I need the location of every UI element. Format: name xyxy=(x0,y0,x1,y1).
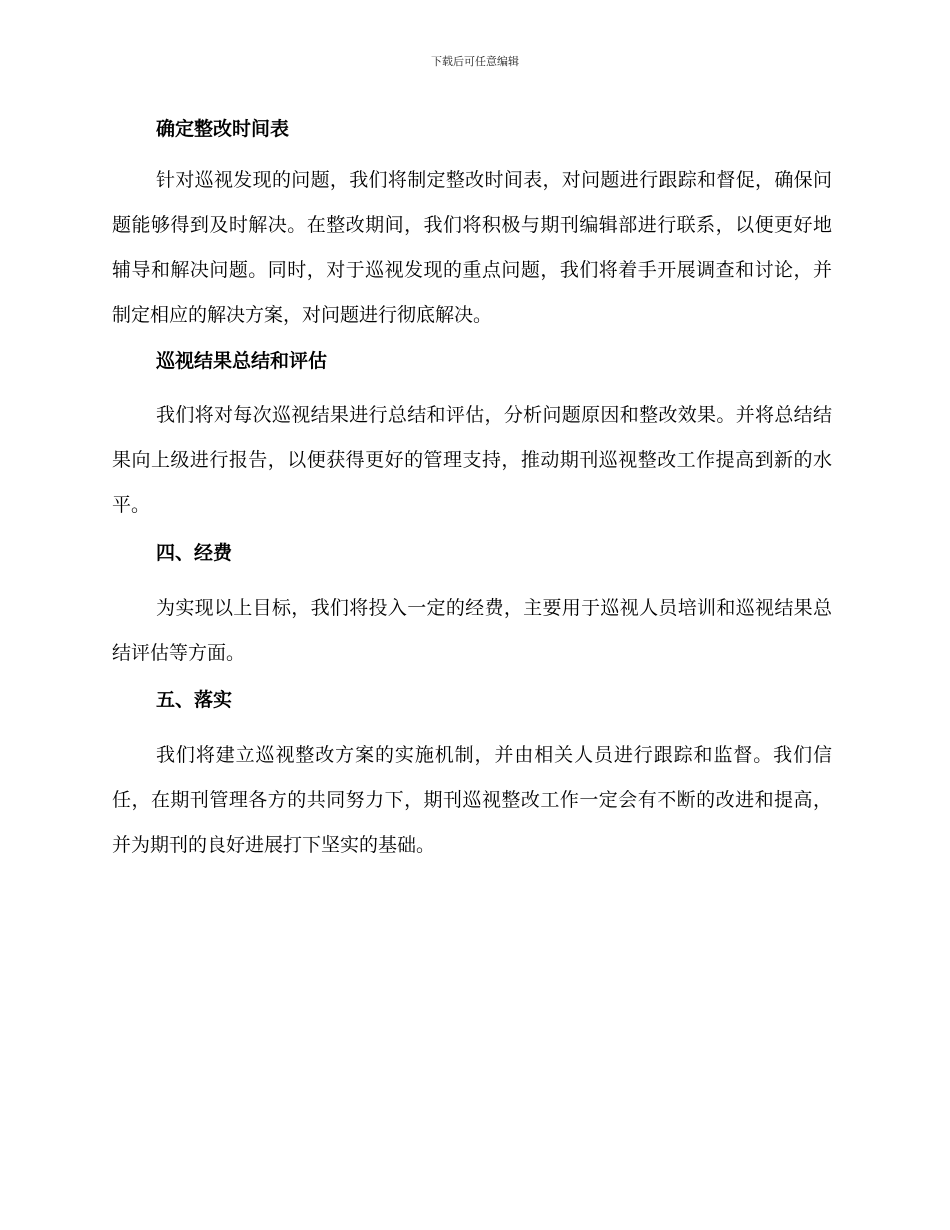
section-paragraph-schedule: 针对巡视发现的问题，我们将制定整改时间表，对问题进行跟踪和督促，确保问题能够得到及时解决。在整改期间，我们将积极与期刊编辑部进行联系，以便更好地辅导和解决问题。同时，对于巡视发现的重点问题，我们将着手开展调查和讨论，并制定相应的解决方案，对问题进行彻底解决。 xyxy=(112,169,832,326)
section-heading-schedule: 确定整改时间表 xyxy=(156,118,290,140)
section-paragraph-implementation: 我们将建立巡视整改方案的实施机制，并由相关人员进行跟踪和监督。我们信任，在期刊管理各方的共同努力下，期刊巡视整改工作一定会有不断的改进和提高，并为期刊的良好进展打下坚实的基础。 xyxy=(112,744,832,856)
page-header: 下载后可任意编辑 xyxy=(431,55,519,68)
section-heading-funding: 四、经费 xyxy=(156,542,233,564)
section-heading-implementation: 五、落实 xyxy=(156,689,233,711)
section-paragraph-summary: 我们将对每次巡视结果进行总结和评估，分析问题原因和整改效果。并将总结结果向上级进行报告，以便获得更好的管理支持，推动期刊巡视整改工作提高到新的水平。 xyxy=(112,404,832,516)
document-body xyxy=(112,111,832,868)
section-heading-summary: 巡视结果总结和评估 xyxy=(156,350,328,372)
section-paragraph-funding: 为实现以上目标，我们将投入一定的经费，主要用于巡视人员培训和巡视结果总结评估等方面。 xyxy=(112,597,832,664)
